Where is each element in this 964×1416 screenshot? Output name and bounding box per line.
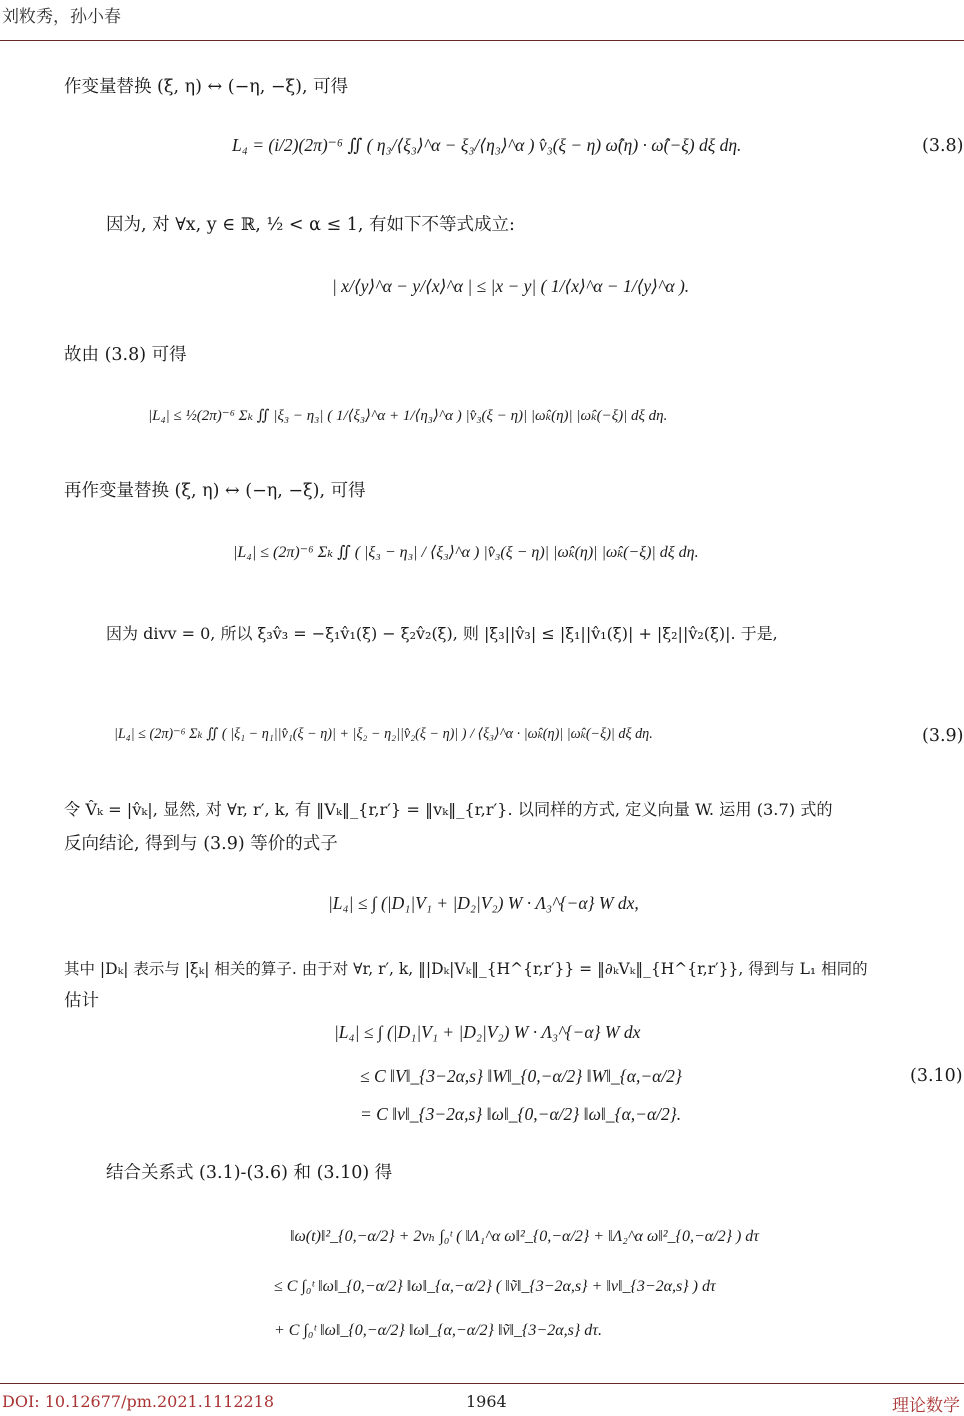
paragraph-therefore: 故由 (3.8) 可得: [64, 345, 187, 365]
equation-energy-estimate-line2: ≤ C ∫₀ᵗ ‖ω‖_{0,−α/2} ‖ω‖_{α,−α/2} ( ‖ṽ‖_{3−2α,s} + ‖v‖_{3−2α,s} ) dτ: [274, 1278, 716, 1295]
paragraph-inequality-intro: 因为, 对 ∀x, y ∈ ℝ, ½ < α ≤ 1, 有如下不等式成立:: [106, 215, 515, 235]
equation-energy-estimate-line1: ‖ω(t)‖²_{0,−α/2} + 2νₕ ∫₀ᵗ ( ‖Λ₁^α ω‖²_{0,−α/2} + ‖Λ₂^α ω‖²_{0,−α/2} ) dτ: [290, 1228, 760, 1245]
equation-3-8: L₄ = (i/2)(2π)⁻⁶ ∬ ( η₃/⟨ξ₃⟩^α − ξ₃/⟨η₃⟩^α ) v̂₃(ξ − η) ω̂(η) · ω̂(−ξ) dξ dη.: [232, 135, 742, 155]
footer-page-number: 1964: [466, 1392, 507, 1411]
equation-energy-estimate-line3: + C ∫₀ᵗ ‖ω‖_{0,−α/2} ‖ω‖_{α,−α/2} ‖ṽ‖_{3−2α,s} dτ.: [274, 1322, 602, 1339]
equation-number-3-8: (3.8): [922, 136, 964, 156]
equation-3-10-line3: = C ‖v‖_{3−2α,s} ‖ω‖_{0,−α/2} ‖ω‖_{α,−α/2}.: [360, 1104, 682, 1124]
equation-basic-inequality: | x/⟨y⟩^α − y/⟨x⟩^α | ≤ |x − y| ( 1/⟨x⟩^α − 1/⟨y⟩^α ).: [332, 276, 690, 296]
paragraph-operator-dk-line1: 其中 |Dₖ| 表示与 |ξₖ| 相关的算子. 由于对 ∀r, r′, k, ‖|Dₖ|Vₖ‖_{H^{r,r′}} = ‖∂ₖVₖ‖_{H^{r,r′}}, 得到与 L₁ 相同的: [64, 960, 868, 978]
equation-l4-integral: |L₄| ≤ ∫ (|D₁|V₁ + |D₂|V₂) W · Λ₃^{−α} W dx,: [328, 893, 639, 913]
header-rule: [0, 40, 964, 41]
paragraph-change-again: 再作变量替换 (ξ, η) ↔ (−η, −ξ), 可得: [64, 481, 366, 501]
paragraph-divergence-free: 因为 divv = 0, 所以 ξ₃v̂₃ = −ξ₁v̂₁(ξ) − ξ₂v̂₂(ξ), 则 |ξ₃||v̂₃| ≤ |ξ₁||v̂₁(ξ)| + |ξ₂||v̂₂(ξ)|. 于是,: [106, 624, 778, 643]
paragraph-combine-relations: 结合关系式 (3.1)-(3.6) 和 (3.10) 得: [106, 1163, 393, 1183]
paragraph-define-v-hat-line1: 令 V̂ₖ = |v̂ₖ|, 显然, 对 ∀r, r′, k, 有 ‖Vₖ‖_{r,r′} = ‖vₖ‖_{r,r′}. 以同样的方式, 定义向量 W. 运用 (3.7) 式的: [64, 800, 833, 819]
footer-doi-link[interactable]: DOI: 10.12677/pm.2021.1112218: [2, 1392, 275, 1411]
running-header-authors: 刘敉秀，孙小春: [2, 7, 121, 27]
paragraph-change-of-variables: 作变量替换 (ξ, η) ↔ (−η, −ξ), 可得: [64, 77, 349, 97]
paragraph-operator-dk-line2: 估计: [64, 991, 99, 1011]
equation-3-10-line1: |L₄| ≤ ∫ (|D₁|V₁ + |D₂|V₂) W · Λ₃^{−α} W dx: [334, 1022, 641, 1042]
equation-l4-bound-2: |L₄| ≤ (2π)⁻⁶ Σₖ ∬ ( |ξ₃ − η₃| / ⟨ξ₃⟩^α ) |v̂₃(ξ − η)| |ω̂ₖ(η)| |ω̂ₖ(−ξ)| dξ dη.: [233, 544, 699, 561]
footer-rule: [0, 1383, 964, 1384]
footer-journal-name: 理论数学: [892, 1396, 960, 1416]
paragraph-define-v-hat-line2: 反向结论, 得到与 (3.9) 等价的式子: [64, 834, 338, 854]
equation-number-3-10: (3.10): [910, 1066, 963, 1086]
equation-3-10-line2: ≤ C ‖V‖_{3−2α,s} ‖W‖_{0,−α/2} ‖W‖_{α,−α/2}: [360, 1066, 682, 1086]
equation-number-3-9: (3.9): [922, 726, 964, 746]
equation-l4-bound-1: |L₄| ≤ ½(2π)⁻⁶ Σₖ ∬ |ξ₃ − η₃| ( 1/⟨ξ₃⟩^α + 1/⟨η₃⟩^α ) |v̂₃(ξ − η)| |ω̂ₖ(η)| |ω̂ₖ(−ξ)| dξ dη.: [148, 408, 668, 424]
equation-3-9: |L₄| ≤ (2π)⁻⁶ Σₖ ∬ ( |ξ₁ − η₁||v̂₁(ξ − η)| + |ξ₂ − η₂||v̂₂(ξ − η)| ) / ⟨ξ₃⟩^α · |ω̂ₖ(η)| |ω̂ₖ(−ξ)| dξ dη.: [114, 726, 653, 742]
